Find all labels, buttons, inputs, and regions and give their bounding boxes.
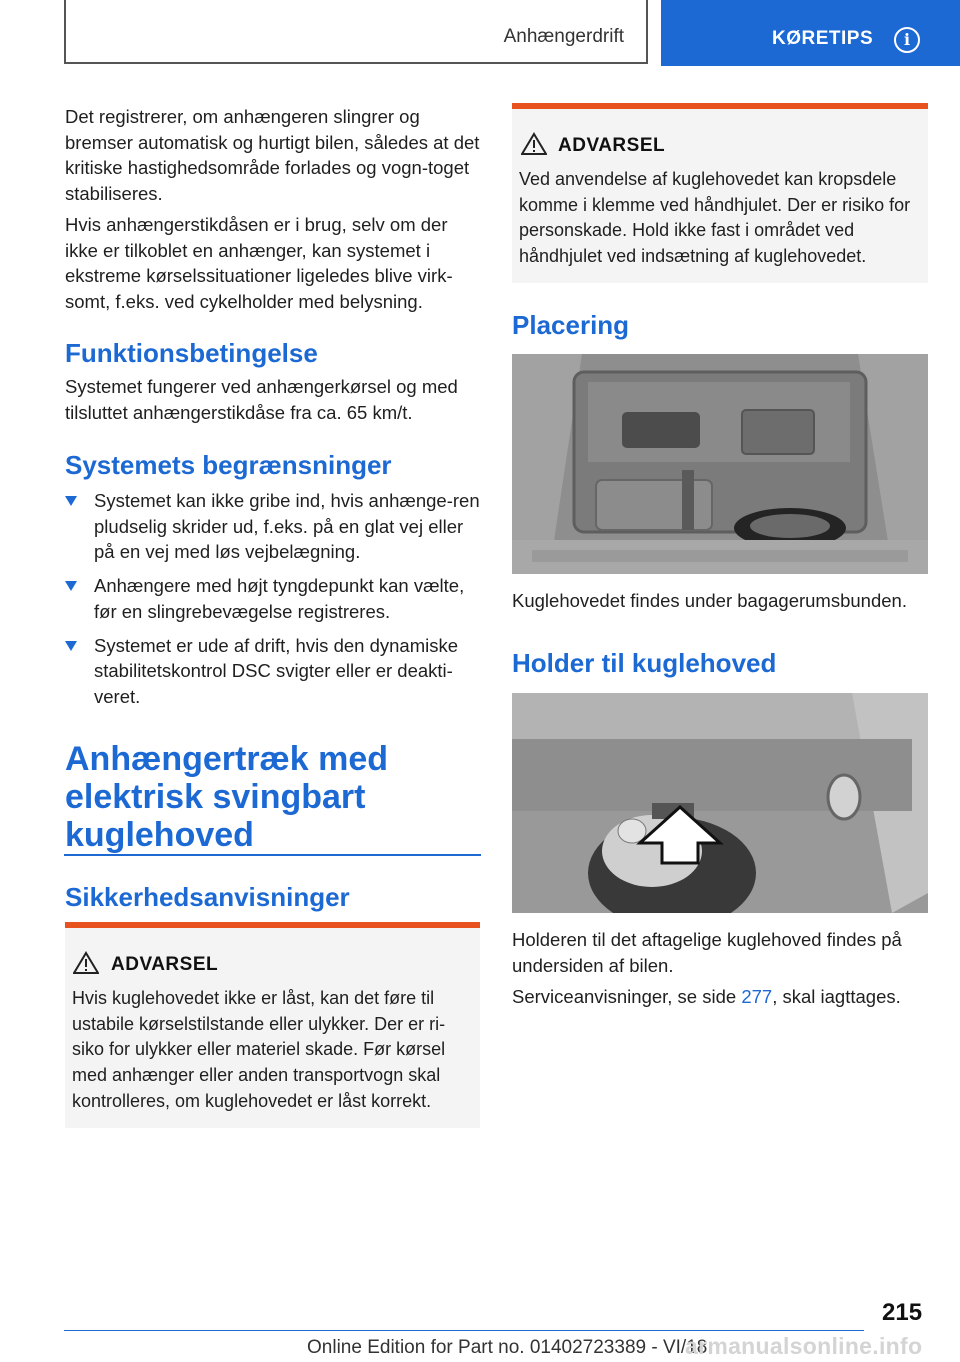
limits-list (65, 488, 482, 710)
triangle-bullet-icon (65, 581, 77, 591)
watermark: armanualsonline.info (685, 1333, 923, 1359)
list-item (65, 573, 482, 624)
list-item (65, 633, 482, 710)
warning-box-right (512, 103, 928, 283)
intro-paragraph-1: Det registrerer, om anhængeren slingrer og bremser automatisk og hurtigt bilen, således at det kritiske hastighedsområde forlades og vogn-toget stabiliseres. (65, 106, 480, 205)
list-item (65, 488, 482, 565)
service-text-end: , skal iagttages. (772, 986, 901, 1007)
header-bar (64, 0, 648, 64)
heading-begraensninger: Systemets begrænsninger (65, 450, 392, 480)
section-title: Anhængerdrift (503, 26, 624, 47)
placering-caption: Kuglehovedet findes under bagagerumsbunden. (512, 590, 907, 611)
service-paragraph (512, 984, 928, 1010)
underside-photo (512, 693, 928, 913)
triangle-bullet-icon (65, 641, 77, 651)
warning-title: ADVARSEL (111, 954, 219, 975)
footer-rule (64, 1330, 864, 1331)
holder-caption: Holderen til det aftagelige kuglehoved findes på undersiden af bilen. (512, 929, 902, 976)
warning-triangle-icon (521, 132, 547, 156)
list-item-text: Systemet kan ikke gribe ind, hvis anhænge-ren pludselig skrider ud, f.eks. på en glat vej eller på en vej med løs vejbelægning. (94, 490, 480, 563)
chapter-title-line-1: Anhængertræk med (65, 740, 389, 778)
intro-paragraph-2: Hvis anhængerstikdåsen er i brug, selv om der ikke er tilkoblet en anhænger, kan systemet i ekstreme kørselssituationer ligeledes blive virk-somt, f.eks. ved cykelholder med belysning. (65, 214, 453, 313)
list-item-text: Anhængere med højt tyngdepunkt kan vælte, før en slingrebevægelse registreres. (94, 575, 465, 622)
warning-title: ADVARSEL (558, 135, 666, 156)
list-item-text: Systemet er ude af drift, hvis den dynamiske stabilitetskontrol DSC svigter eller er deakti-veret. (94, 634, 459, 707)
warning-text: Ved anvendelse af kuglehovedet kan kropsdele komme i klemme ved håndhjulet. Der er risiko for personskade. Hold ikke fast i området ved håndhjulet ved indsætning af kuglehovedet. (519, 169, 911, 267)
service-text: Serviceanvisninger, se side (512, 986, 742, 1007)
warning-box-left (65, 922, 480, 1128)
warning-triangle-icon (73, 951, 99, 975)
triangle-bullet-icon (65, 496, 77, 506)
funk-paragraph: Systemet fungerer ved anhængerkørsel og med tilsluttet anhængerstikdåse fra ca. 65 km/t. (65, 376, 458, 423)
chapter-tab-label[interactable]: KØRETIPS (772, 28, 874, 49)
page-number: 215 (882, 1299, 923, 1326)
heading-placering: Placering (512, 310, 630, 340)
chapter-title-line-3: kuglehoved (65, 816, 254, 854)
warning-text: Hvis kuglehovedet ikke er låst, kan det føre til ustabile kørselstilstande eller ulykker. Der er ri-siko for ulykker eller materiel skade. Før kørsel med anhænger eller anden transportvogn skal kontrolleres, om kuglehovedet er låst korrekt. (72, 988, 446, 1111)
trunk-photo (512, 354, 928, 574)
info-icon[interactable]: i (894, 27, 920, 53)
edition-text: Online Edition for Part no. 01402723389 - VI/18 (307, 1337, 708, 1358)
heading-holder: Holder til kuglehoved (512, 648, 777, 678)
chapter-title-line-2: elektrisk svingbart (65, 778, 366, 816)
heading-funktionsbetingelse: Funktionsbetingelse (65, 338, 318, 368)
chapter-title (65, 740, 482, 854)
heading-sikkerhed: Sikkerhedsanvisninger (65, 882, 350, 912)
page-link[interactable]: 277 (741, 986, 773, 1007)
chapter-rule (64, 854, 481, 856)
